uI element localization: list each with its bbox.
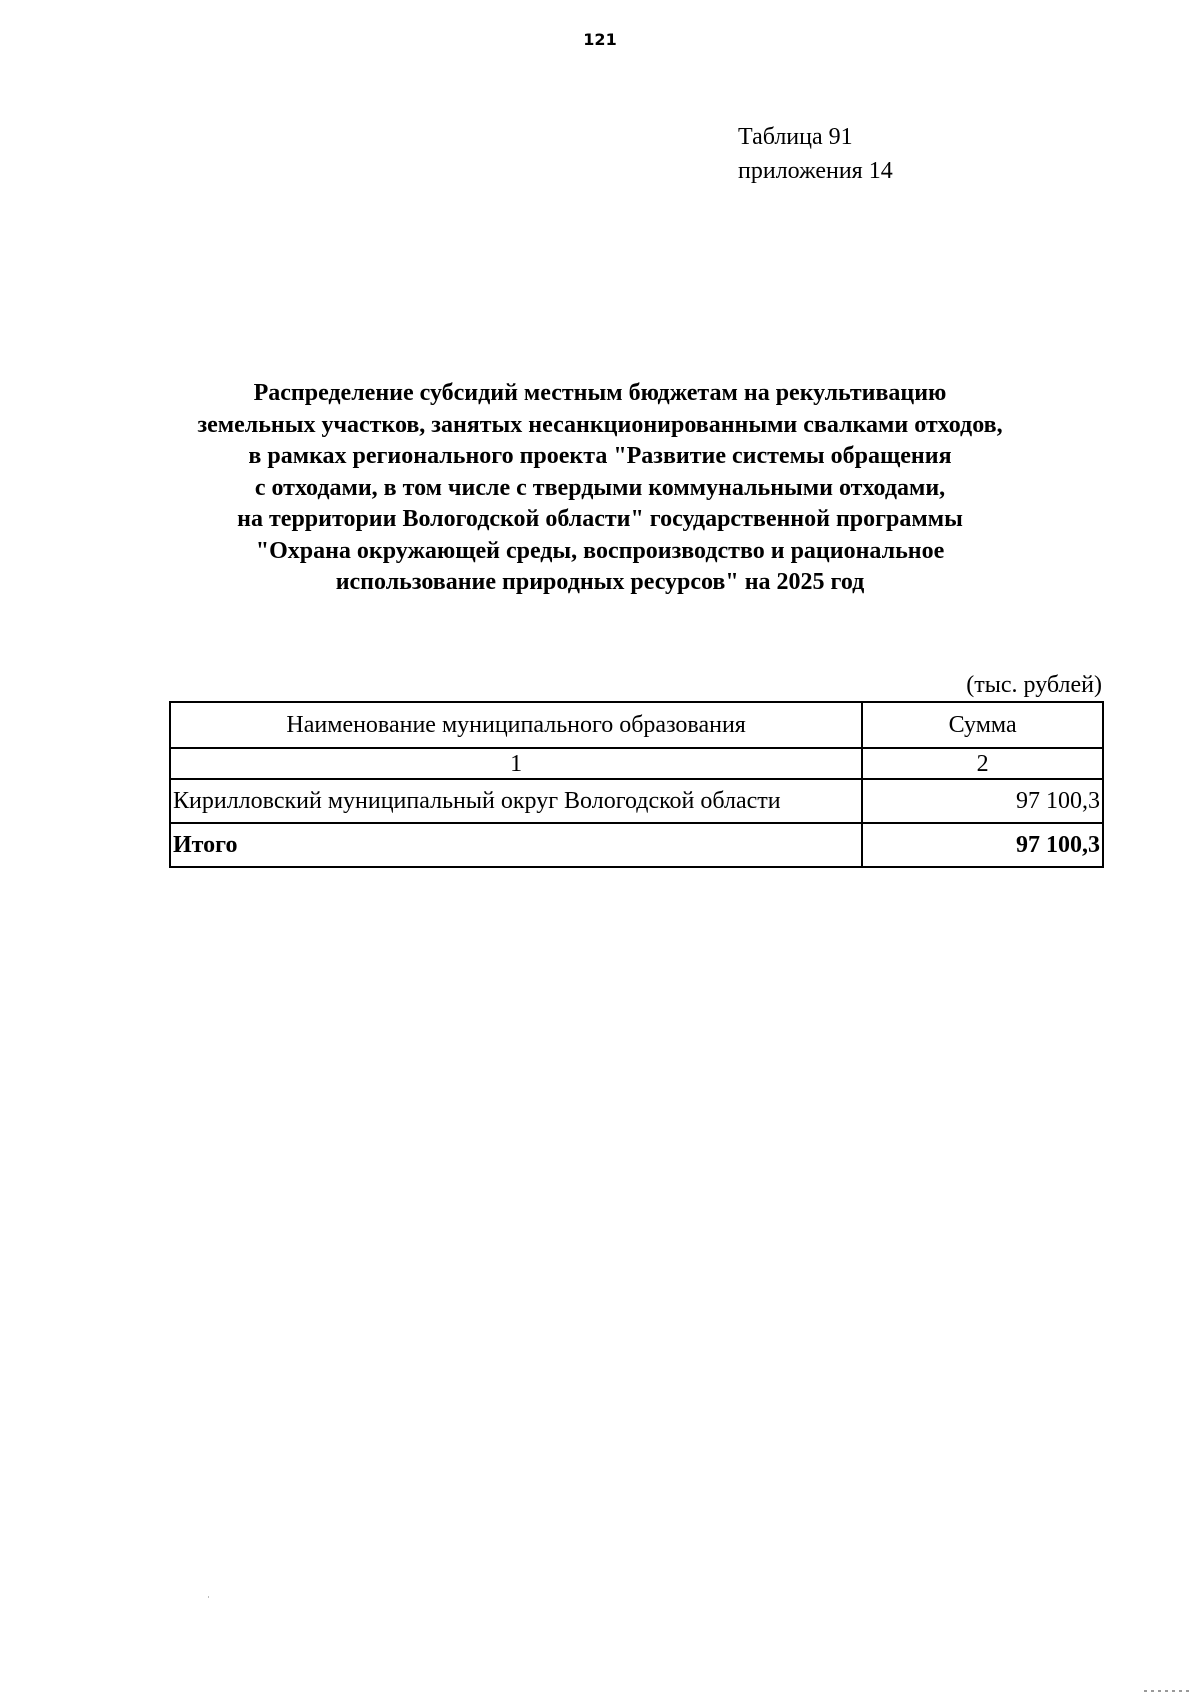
title-line: "Охрана окружающей среды, воспроизводство и рациональное	[255, 537, 945, 564]
title-line: земельных участков, занятых несанкционированными свалками отходов,	[197, 411, 1003, 438]
column-number-row	[170, 748, 1103, 779]
table-header-row	[170, 702, 1103, 748]
scan-mark	[208, 1596, 209, 1598]
total-sum: 97 100,3	[862, 823, 1103, 867]
subsidy-table	[169, 701, 1104, 868]
header-name: Наименование муниципального образования	[170, 702, 862, 748]
title-line: в рамках регионального проекта "Развитие системы обращения	[248, 443, 952, 469]
title-line: с отходами, в том числе с твердыми коммунальными отходами,	[254, 474, 946, 501]
appendix-reference: приложения 14	[738, 158, 893, 184]
municipality-sum: 97 100,3	[862, 779, 1103, 823]
table-number: Таблица 91	[738, 124, 853, 150]
units-label: (тыс. рублей)	[966, 672, 1102, 698]
title-line: Распределение субсидий местным бюджетам на рекультивацию	[253, 380, 947, 406]
column-number-2: 2	[862, 748, 1103, 779]
table-reference	[738, 120, 893, 188]
title-line: на территории Вологодской области" государственной программы	[237, 506, 963, 532]
column-number-1: 1	[170, 748, 862, 779]
total-label: Итого	[170, 823, 862, 867]
title-line: использование природных ресурсов" на 2025 год	[335, 569, 865, 595]
page-number: 121	[583, 30, 617, 49]
header-sum: Сумма	[862, 702, 1103, 748]
total-row	[170, 823, 1103, 867]
municipality-name: Кирилловский муниципальный округ Вологодской области	[170, 779, 862, 823]
document-title	[150, 378, 1050, 599]
scan-mark	[1144, 1690, 1190, 1692]
table-row	[170, 779, 1103, 823]
